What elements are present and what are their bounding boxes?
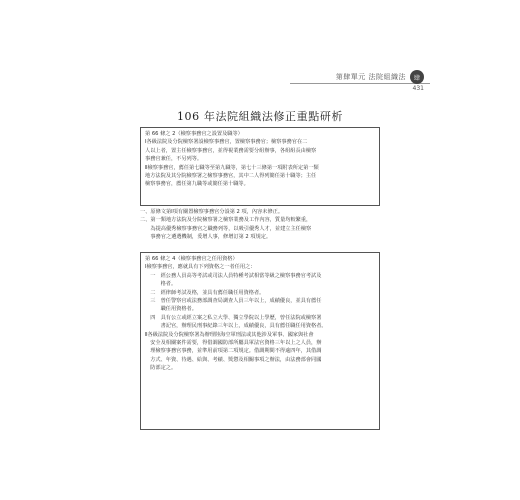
article-line: Ⅰ檢察事務官，應就具有下列資格之一者任用之： [145, 264, 256, 271]
article-heading: 第 66 條之 4（檢察事務官之任用資格） [145, 256, 238, 262]
article-line: 一 經公務人員高等考試或司法人員特種考試相當等級之檢察事務官考試及 [145, 272, 322, 279]
article-line: 人以上者，置主任檢察事務官，並得視業務需要分組辦事，各組組長由檢察 [145, 147, 317, 154]
article-box-66-2 [140, 127, 380, 206]
note-line: 一、原條文第Ⅰ項有關置檢察事務官分設第 2 項，內容未修正。 [140, 209, 284, 215]
page-title: 106 年法院組織法修正重點研析 [176, 110, 344, 123]
article-line: 四 具有公立或經立案之私立大學、獨立學院以上學歷，曾任法院或檢察署 [145, 314, 322, 321]
article-line: 書記官，辦理民刑事紀錄三年以上，成績優良，具有薦任職任用資格者。 [145, 323, 327, 330]
note-line: 事務官之遴選機制，爰增人事，修增訂第 2 項規定。 [140, 234, 272, 241]
article-line: 方式、年資、待遇、給與、考績、獎懲及相關事項之辦法，由法務部會同國 [145, 356, 322, 363]
chapter-label: 第肆單元 法院組織法 [335, 73, 406, 81]
article-line: 理檢察事務官事務，並準用前項第二項規定。借調期間不得逾四年，其借調 [145, 348, 322, 355]
running-header [336, 70, 424, 84]
amendment-notes [140, 208, 380, 242]
article-line: 三 曾任警察官或法務部調查局調查人員三年以上，成績優良，並具有薦任 [145, 298, 322, 305]
article-line: 地方法院及其分院檢察署之檢察事務官，其中二人得列簡任第十職等；主任 [145, 173, 317, 180]
article-line: 安全及相關案件需要，得借調國防部所屬具軍法官資格三年以上之人員，辦 [145, 340, 322, 347]
article-heading: 第 66 條之 2（檢察事務官之設置及職等） [145, 131, 243, 137]
article-line: Ⅰ各級法院及分院檢察署設檢察事務官，置檢察事務官；檢察事務官在二 [145, 139, 308, 146]
article-line: Ⅱ各級法院及分院檢察署為辦理陸海空軍刑法或其他涉及軍事、國家與社會 [145, 331, 314, 338]
article-line: 事務官兼任，不另列等。 [145, 156, 203, 163]
article-line: Ⅱ檢察事務官，薦任第七職等至第九職等，第七十三條第一項附表所定第一類 [145, 164, 319, 171]
article-line: 職任用資格者。 [145, 306, 197, 313]
article-line: 格者。 [145, 281, 177, 288]
chapter-badge-icon: 肆 [410, 70, 424, 84]
article-box-66-4 [140, 252, 380, 430]
note-line: 二、第一類地方法院及分院檢察署之檢察業務及工作內容，質量均較繁重， [140, 217, 312, 224]
note-line: 為提高優秀檢察事務官之職務列等，以吸引優秀人才，並建立主任檢察 [140, 225, 312, 232]
page-number: 431 [412, 85, 424, 92]
article-line: 防部定之。 [145, 365, 177, 372]
article-line: 檢察事務官，薦任第九職等或簡任第十職等。 [145, 181, 249, 188]
article-line: 二 經律師考試及格，並具有薦任職任用資格者。 [145, 289, 265, 296]
